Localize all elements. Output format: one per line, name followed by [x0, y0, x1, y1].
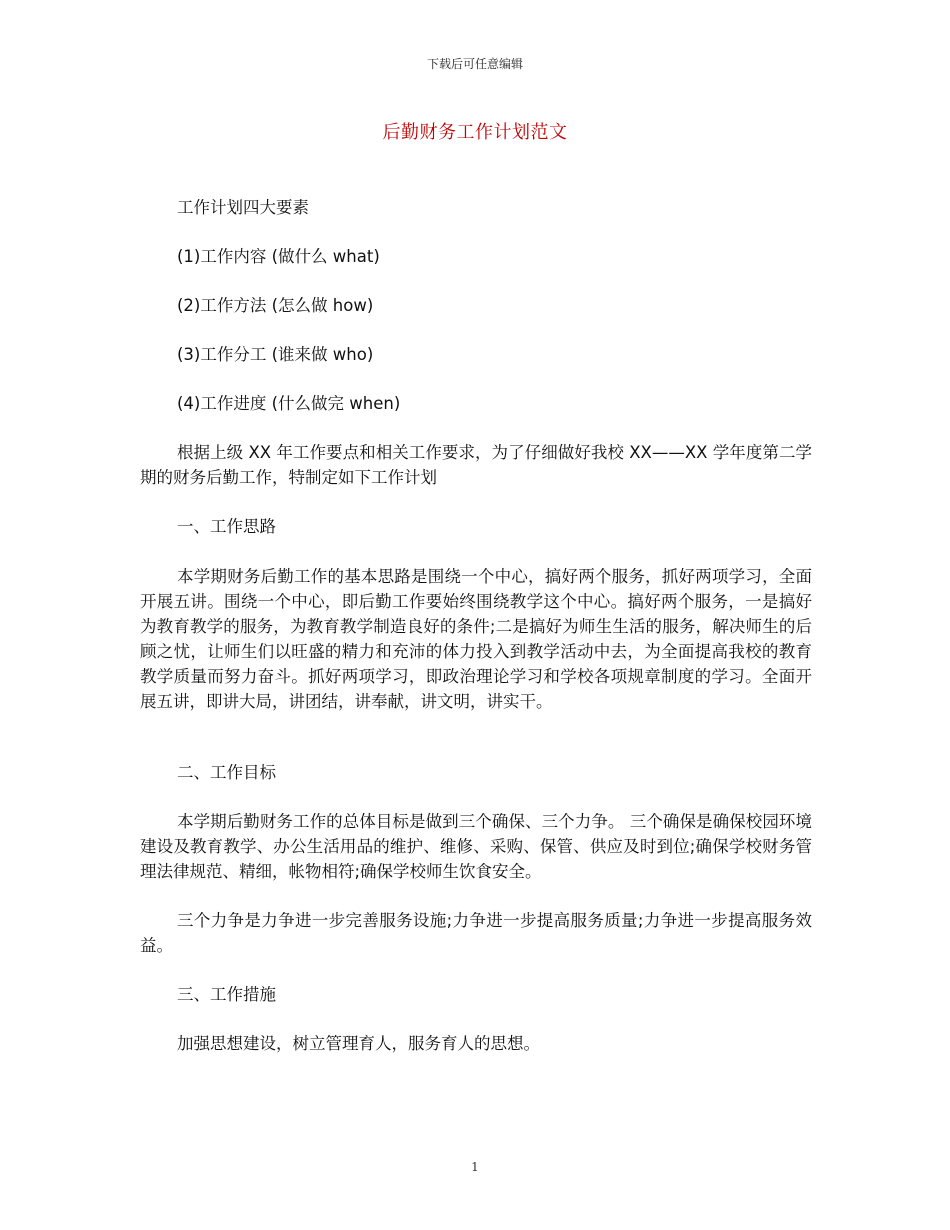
section-1-heading: 一、工作思路 — [177, 517, 276, 536]
section-2-paragraph-2: 三个力争是力争进一步完善服务设施;力争进一步提高服务质量;力争进一步提高服务效益。 — [140, 911, 812, 955]
element-item-3: (3)工作分工 (谁来做 who) — [177, 345, 374, 364]
document-title: 后勤财务工作计划范文 — [382, 122, 568, 143]
element-item-1: (1)工作内容 (做什么 what) — [177, 247, 380, 266]
section-2-heading: 二、工作目标 — [177, 763, 276, 782]
element-item-4: (4)工作进度 (什么做完 when) — [177, 394, 401, 413]
section-3-paragraph: 加强思想建设，树立管理育人，服务育人的思想。 — [177, 1034, 540, 1053]
section-3-heading: 三、工作措施 — [177, 985, 276, 1004]
heading-four-elements: 工作计划四大要素 — [177, 198, 309, 217]
section-1-paragraph: 本学期财务后勤工作的基本思路是围绕一个中心，搞好两个服务，抓好两项学习，全面开展五讲。围绕一个中心，即后勤工作要始终围绕教学这个中心。搞好两个服务，一是搞好为教育教学的服务，为教育教学制造良好的条件;二是搞好为师生生活的服务，解决师生的后顾之忧，让师生们以旺盛的精力和充沛的体力投入到教学活动中去，为全面提高我校的教育教学质量而努力奋斗。抓好两项学习，即政治理论学习和学校各项规章制度的学习。全面开展五讲，即讲大局，讲团结，讲奉献，讲文明，讲实干。 — [140, 567, 812, 711]
intro-paragraph: 根据上级 XX 年工作要点和相关工作要求，为了仔细做好我校 XX——XX 学年度第二学期的财务后勤工作，特制定如下工作计划 — [140, 443, 812, 487]
section-2-paragraph-1: 本学期后勤财务工作的总体目标是做到三个确保、三个力争。 三个确保是确保校园环境建设及教育教学、办公生活用品的维护、维修、采购、保管、供应及时到位;确保学校财务管理法律规范、精细，帐物相符;确保学校师生饮食安全。 — [140, 812, 812, 881]
page-number: 1 — [471, 1160, 479, 1174]
element-item-2: (2)工作方法 (怎么做 how) — [177, 296, 374, 315]
header-note: 下载后可任意编辑 — [426, 57, 523, 71]
